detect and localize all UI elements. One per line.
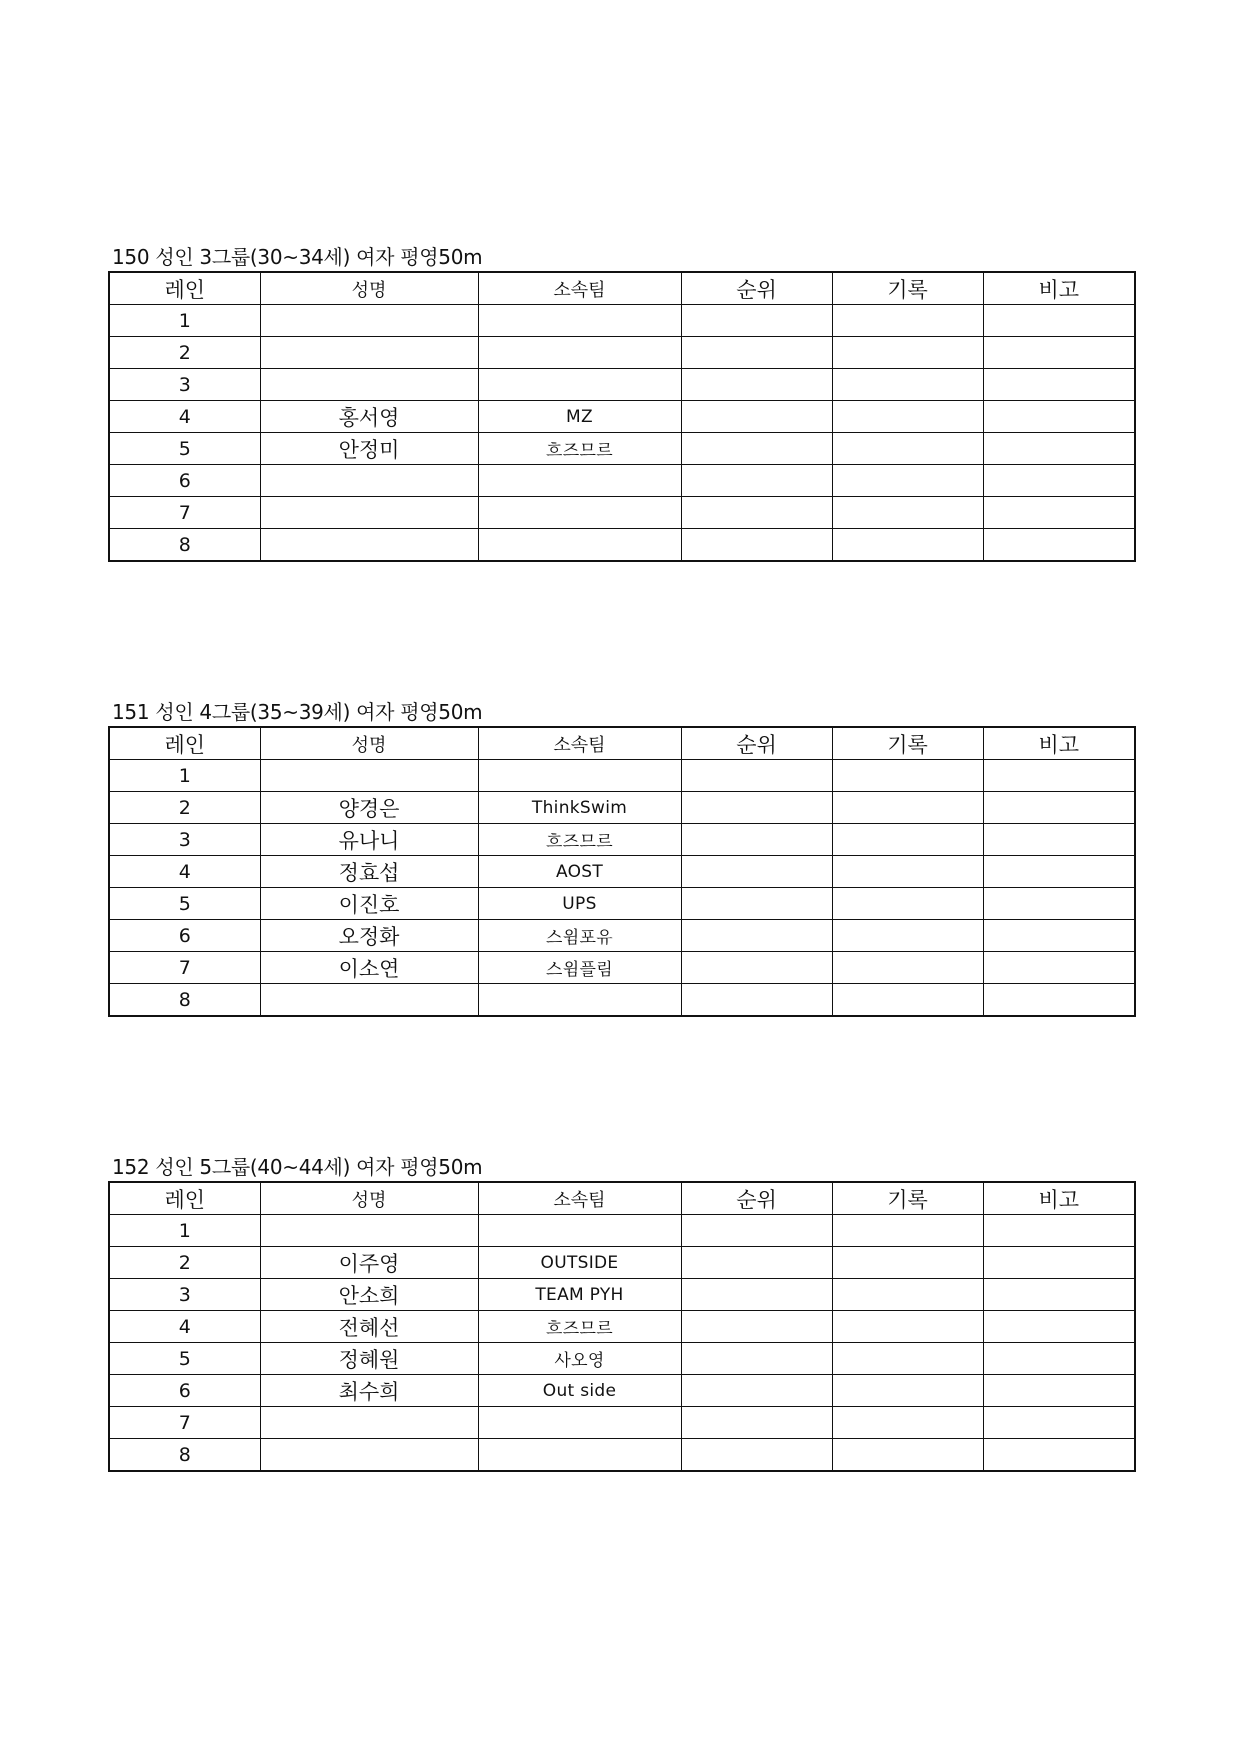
record-cell: [832, 952, 983, 984]
table-row: [109, 1215, 1135, 1247]
name-cell: 안정미: [260, 433, 478, 465]
lane-cell: 3: [109, 369, 260, 401]
name-cell: 안소희: [260, 1279, 478, 1311]
record-cell: [832, 888, 983, 920]
header-lane: 레인: [109, 1182, 260, 1215]
table-row: [109, 792, 1135, 824]
record-cell: [832, 1375, 983, 1407]
table-row: [109, 369, 1135, 401]
name-cell: 홍서영: [260, 401, 478, 433]
rank-cell: [681, 1279, 832, 1311]
header-name: 성명: [260, 727, 478, 760]
rank-cell: [681, 369, 832, 401]
note-cell: [983, 1407, 1135, 1439]
lane-cell: 5: [109, 888, 260, 920]
team-cell: [478, 1215, 681, 1247]
note-cell: [983, 465, 1135, 497]
note-cell: [983, 305, 1135, 337]
name-cell: 이주영: [260, 1247, 478, 1279]
team-cell: AOST: [478, 856, 681, 888]
lane-cell: 2: [109, 337, 260, 369]
team-cell: Out side: [478, 1375, 681, 1407]
event-title: 152 성인 5그룹(40~44세) 여자 평영50m: [112, 1155, 483, 1179]
name-cell: 유나니: [260, 824, 478, 856]
lane-cell: 4: [109, 401, 260, 433]
team-cell: [478, 984, 681, 1017]
note-cell: [983, 401, 1135, 433]
lane-cell: 8: [109, 1439, 260, 1472]
note-cell: [983, 1439, 1135, 1472]
table-row: [109, 337, 1135, 369]
team-cell: [478, 529, 681, 562]
lane-cell: 7: [109, 952, 260, 984]
table-row: [109, 856, 1135, 888]
team-cell: [478, 465, 681, 497]
note-cell: [983, 1343, 1135, 1375]
note-cell: [983, 888, 1135, 920]
name-cell: [260, 529, 478, 562]
team-cell: 흐즈므르: [478, 433, 681, 465]
rank-cell: [681, 1375, 832, 1407]
header-row: [109, 272, 1135, 305]
name-cell: [260, 1407, 478, 1439]
lane-cell: 6: [109, 1375, 260, 1407]
rank-cell: [681, 920, 832, 952]
team-cell: ThinkSwim: [478, 792, 681, 824]
name-cell: [260, 497, 478, 529]
note-cell: [983, 760, 1135, 792]
record-cell: [832, 465, 983, 497]
record-cell: [832, 433, 983, 465]
header-row: [109, 727, 1135, 760]
rank-cell: [681, 529, 832, 562]
name-cell: [260, 1439, 478, 1472]
record-cell: [832, 792, 983, 824]
table-row: [109, 1343, 1135, 1375]
table-row: [109, 497, 1135, 529]
table-row: [109, 529, 1135, 562]
lane-cell: 2: [109, 792, 260, 824]
team-cell: [478, 1407, 681, 1439]
note-cell: [983, 369, 1135, 401]
rank-cell: [681, 792, 832, 824]
table-row: [109, 1311, 1135, 1343]
team-cell: OUTSIDE: [478, 1247, 681, 1279]
lane-cell: 5: [109, 433, 260, 465]
rank-cell: [681, 305, 832, 337]
table-row: [109, 465, 1135, 497]
record-cell: [832, 1439, 983, 1472]
rank-cell: [681, 337, 832, 369]
note-cell: [983, 529, 1135, 562]
lane-cell: 3: [109, 1279, 260, 1311]
name-cell: 전혜선: [260, 1311, 478, 1343]
team-cell: MZ: [478, 401, 681, 433]
header-team: 소속팀: [478, 272, 681, 305]
rank-cell: [681, 856, 832, 888]
record-cell: [832, 824, 983, 856]
record-cell: [832, 497, 983, 529]
team-cell: UPS: [478, 888, 681, 920]
team-cell: [478, 1439, 681, 1472]
team-cell: 흐즈므르: [478, 824, 681, 856]
lane-cell: 6: [109, 920, 260, 952]
table-row: [109, 760, 1135, 792]
rank-cell: [681, 1311, 832, 1343]
lane-cell: 7: [109, 1407, 260, 1439]
rank-cell: [681, 888, 832, 920]
lane-cell: 7: [109, 497, 260, 529]
team-cell: [478, 305, 681, 337]
heat-table: [108, 1181, 1136, 1472]
lane-cell: 8: [109, 984, 260, 1017]
table-row: [109, 984, 1135, 1017]
header-rank: 순위: [681, 1182, 832, 1215]
event-section: [108, 1153, 1134, 1472]
note-cell: [983, 984, 1135, 1017]
rank-cell: [681, 1343, 832, 1375]
heat-table: [108, 726, 1136, 1017]
rank-cell: [681, 1215, 832, 1247]
lane-cell: 6: [109, 465, 260, 497]
note-cell: [983, 1375, 1135, 1407]
lane-cell: 5: [109, 1343, 260, 1375]
table-row: [109, 433, 1135, 465]
table-row: [109, 1279, 1135, 1311]
rank-cell: [681, 760, 832, 792]
note-cell: [983, 1311, 1135, 1343]
note-cell: [983, 824, 1135, 856]
rank-cell: [681, 433, 832, 465]
name-cell: 정혜원: [260, 1343, 478, 1375]
name-cell: 이소연: [260, 952, 478, 984]
record-cell: [832, 337, 983, 369]
table-row: [109, 920, 1135, 952]
note-cell: [983, 920, 1135, 952]
record-cell: [832, 401, 983, 433]
table-row: [109, 1247, 1135, 1279]
name-cell: 최수희: [260, 1375, 478, 1407]
lane-cell: 4: [109, 856, 260, 888]
team-cell: [478, 369, 681, 401]
header-record: 기록: [832, 727, 983, 760]
team-cell: 흐즈므르: [478, 1311, 681, 1343]
event-title: 151 성인 4그룹(35~39세) 여자 평영50m: [112, 700, 483, 724]
name-cell: 이진호: [260, 888, 478, 920]
header-note: 비고: [983, 1182, 1135, 1215]
heat-table: [108, 271, 1136, 562]
header-record: 기록: [832, 272, 983, 305]
rank-cell: [681, 952, 832, 984]
header-rank: 순위: [681, 272, 832, 305]
event-section: [108, 243, 1134, 562]
lane-cell: 8: [109, 529, 260, 562]
note-cell: [983, 1247, 1135, 1279]
header-team: 소속팀: [478, 1182, 681, 1215]
record-cell: [832, 1215, 983, 1247]
rank-cell: [681, 984, 832, 1017]
name-cell: [260, 369, 478, 401]
header-note: 비고: [983, 272, 1135, 305]
rank-cell: [681, 1247, 832, 1279]
lane-cell: 1: [109, 1215, 260, 1247]
table-row: [109, 888, 1135, 920]
team-cell: TEAM PYH: [478, 1279, 681, 1311]
team-cell: [478, 760, 681, 792]
table-row: [109, 401, 1135, 433]
record-cell: [832, 984, 983, 1017]
header-name: 성명: [260, 272, 478, 305]
name-cell: 양경은: [260, 792, 478, 824]
lane-cell: 4: [109, 1311, 260, 1343]
record-cell: [832, 1311, 983, 1343]
rank-cell: [681, 465, 832, 497]
name-cell: [260, 305, 478, 337]
team-cell: [478, 497, 681, 529]
table-row: [109, 305, 1135, 337]
table-row: [109, 824, 1135, 856]
team-cell: 스윔포유: [478, 920, 681, 952]
team-cell: [478, 337, 681, 369]
table-row: [109, 1439, 1135, 1472]
lane-cell: 2: [109, 1247, 260, 1279]
event-section: [108, 698, 1134, 1017]
note-cell: [983, 1279, 1135, 1311]
table-row: [109, 952, 1135, 984]
note-cell: [983, 1215, 1135, 1247]
header-rank: 순위: [681, 727, 832, 760]
team-cell: 스윔플림: [478, 952, 681, 984]
header-lane: 레인: [109, 272, 260, 305]
record-cell: [832, 1343, 983, 1375]
note-cell: [983, 856, 1135, 888]
rank-cell: [681, 497, 832, 529]
header-name: 성명: [260, 1182, 478, 1215]
note-cell: [983, 433, 1135, 465]
lane-cell: 3: [109, 824, 260, 856]
rank-cell: [681, 824, 832, 856]
name-cell: 오정화: [260, 920, 478, 952]
lane-cell: 1: [109, 305, 260, 337]
header-record: 기록: [832, 1182, 983, 1215]
record-cell: [832, 1279, 983, 1311]
note-cell: [983, 337, 1135, 369]
rank-cell: [681, 401, 832, 433]
name-cell: [260, 337, 478, 369]
header-lane: 레인: [109, 727, 260, 760]
rank-cell: [681, 1439, 832, 1472]
lane-cell: 1: [109, 760, 260, 792]
table-row: [109, 1407, 1135, 1439]
header-team: 소속팀: [478, 727, 681, 760]
event-title: 150 성인 3그룹(30~34세) 여자 평영50m: [112, 245, 483, 269]
name-cell: [260, 760, 478, 792]
note-cell: [983, 792, 1135, 824]
record-cell: [832, 369, 983, 401]
team-cell: 사오영: [478, 1343, 681, 1375]
name-cell: [260, 1215, 478, 1247]
record-cell: [832, 1407, 983, 1439]
record-cell: [832, 856, 983, 888]
record-cell: [832, 760, 983, 792]
table-row: [109, 1375, 1135, 1407]
header-note: 비고: [983, 727, 1135, 760]
note-cell: [983, 952, 1135, 984]
record-cell: [832, 305, 983, 337]
name-cell: [260, 984, 478, 1017]
header-row: [109, 1182, 1135, 1215]
record-cell: [832, 1247, 983, 1279]
record-cell: [832, 529, 983, 562]
note-cell: [983, 497, 1135, 529]
name-cell: [260, 465, 478, 497]
rank-cell: [681, 1407, 832, 1439]
record-cell: [832, 920, 983, 952]
name-cell: 정효섭: [260, 856, 478, 888]
